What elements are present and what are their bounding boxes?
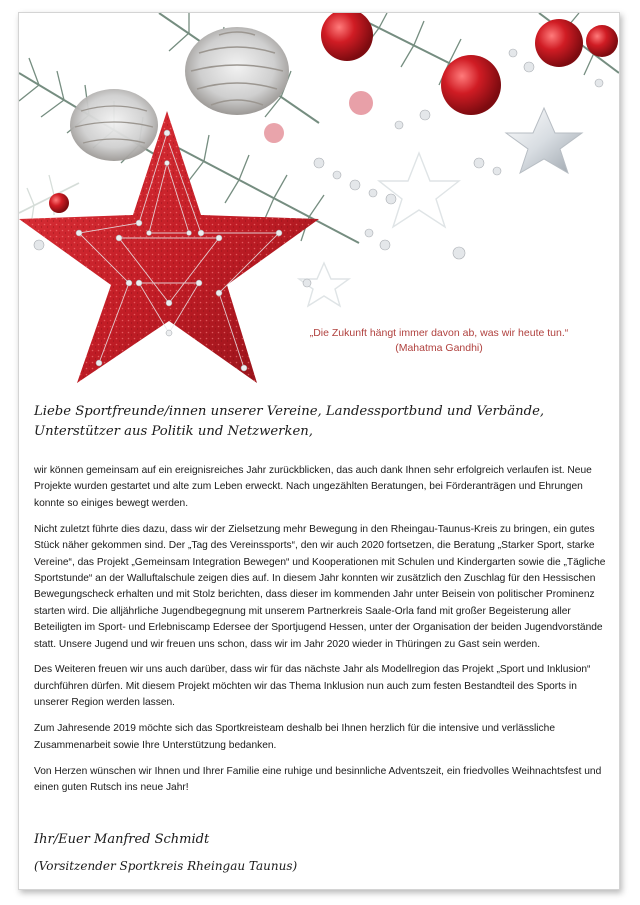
letter-paragraph: Zum Jahresende 2019 möchte sich das Sportkreisteam deshalb bei Ihnen herzlich für die intensive und verlässliche Zusammenarbeit sowie Ihre Unterstützung bedanken. [34,723,555,751]
letter-paragraph: Des Weiteren freuen wir uns auch darüber, dass wir für das nächste Jahr als Modellregion das Projekt „Sport und Inklusion“ durchführen dürfen. Mit diesem Projekt möchten wir das Thema Inklusion nun auch zum festen Bestandteil des Sports in unserer Region werden lassen. [34,664,591,709]
quote-text: „Die Zukunft hängt immer davon ab, was wir heute tun.“ [309,327,569,339]
signature-block [34,831,609,875]
letter-paragraph: Nicht zuletzt führte dies dazu, dass wir der Zielsetzung mehr Bewegung in den Rheingau-Taunus-Kreis zu bringen, ein gutes Stück näher gekommen sind. Der „Tag des Vereinssports“, den wir auch 2020 fortsetzen, die Beratung „Starker Sport, starke Vereine“, das Projekt „Gemeinsam Integration Bewegen“ und Kooperationen mit Schulen und Kindergarten sowie die „Tägliche Sportstunde“ an der Walluftalschule zeigen dies auf. In diesem Jahr konnten wir zusätzlich den Zuschlag für den Hessischen Bewegungscheck erhalten und mit Stolz berichten, dass dieser im kommenden Jahr unter Beisein von politischer Prominenz starten wird. Die alljährliche Jugendbegegnung mit unserem Partnerkreis Saale-Orla fand mit großer Begeisterung aller Beteiligten im Sport- und Erlebniscamp Edersee der Sportjugend Hessen, unter der Organisation der beiden Jugendvorstände statt. Unsere Jugend und wir freuen uns schon, dass wir im Jahr 2020 wieder in Thüringen zu Gast sein werden. [34,523,606,650]
letter-paragraph: wir können gemeinsam auf ein ereignisreiches Jahr zurückblicken, das auch dank Ihnen sehr erfolgreich verlaufen ist. Neue Projekte wurden gestartet und alte zum Leben erweckt. Nach ungezählten Beratungen, bei Förderanträgen und Ehrungen konnte so einiges bewegt werden. [34,465,592,509]
signature-role: (Vorsitzender Sportkreis Rheingau Taunus) [34,859,298,873]
silver-star-icon [506,108,582,173]
letter-paragraph: Von Herzen wünschen wir Ihnen und Ihrer Familie eine ruhige und besinnliche Adventszeit, ein friedvolles Weihnachtsfest und einen guten Rutsch ins neue Jahr! [34,765,602,793]
letter-salutation: Liebe Sportfreunde/innen unserer Vereine, Landessportbund und Verbände, Unterstützer aus Politik und Netzwerken, [34,404,545,439]
pine-cone-icon [70,27,289,161]
letter-page [18,12,620,890]
signature-name: Ihr/Euer Manfred Schmidt [34,832,210,847]
snowflake-icon [299,153,459,306]
quote-author: (Mahatma Gandhi) [395,342,483,354]
quote-block [269,326,609,356]
letter-body [34,463,611,806]
